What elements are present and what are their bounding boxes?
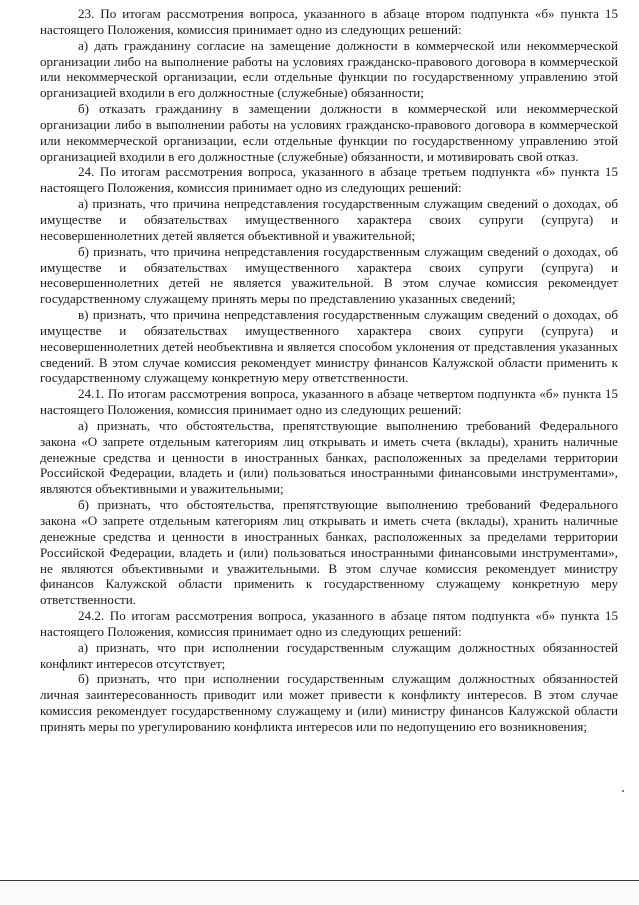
- document-body: [40, 6, 618, 735]
- paragraph-24-2: 24.2. По итогам рассмотрения вопроса, указанного в абзаце пятом подпункта «б» пункта 15 настоящего Положения, комиссия принимает одно из следующих решений:: [40, 608, 618, 639]
- paragraph-24: 24. По итогам рассмотрения вопроса, указанного в абзаце третьем подпункта «б» пункта 15 настоящего Положения, комиссия принимает одно из следующих решений:: [40, 164, 618, 196]
- next-page-margin: [0, 881, 639, 905]
- paragraph-24-1-a: а) признать, что обстоятельства, препятствующие выполнению требований Федерального закона «О запрете отдельным категориям лиц открывать и иметь счета (вклады), хранить наличные денежные средства и ценности в иностранных банках, расположенных за пределами территории Российской Федерации, владеть и (или) пользоваться иностранными финансовыми инструментами», являются объективными и уважительными;: [40, 417, 618, 497]
- paragraph-24-2-a: а) признать, что при исполнении государственным служащим должностных обязанностей конфликт интересов отсутствует;: [40, 639, 618, 671]
- paragraph-23: 23. По итогам рассмотрения вопроса, указанного в абзаце втором подпункта «б» пункта 15 настоящего Положения, комиссия принимает одно из следующих решений:: [40, 6, 618, 37]
- scan-speck: [622, 790, 624, 792]
- paragraph-24-b: б) признать, что причина непредставления государственным служащим сведений о доходах, об имуществе и обязательствах имущественного характера своих супруги (супруга) и несовершеннолетних детей не является уважительной. В этом случае комиссия рекомендует государственному служащему принять меры по представлению указанных сведений;: [40, 243, 618, 307]
- paragraph-23-a: а) дать гражданину согласие на замещение должности в коммерческой или некоммерческой организации либо на выполнение работы на условиях гражданско-правового договора в коммерческой или некоммерческой организации, если отдельные функции по государственному управлению этой организацией входили в его должностные (служебные) обязанности;: [40, 37, 618, 101]
- paragraph-24-v: в) признать, что причина непредставления государственным служащим сведений о доходах, об имуществе и обязательствах имущественного характера своих супруги (супруга) и несовершеннолетних детей необъективна и является способом уклонения от представления указанных сведений. В этом случае комиссия рекомендует министру финансов Калужской области применить к государственному служащему конкретную меру ответственности.: [40, 307, 618, 386]
- paragraph-24-1: 24.1. По итогам рассмотрения вопроса, указанного в абзаце четвертом подпункта «б» пункта 15 настоящего Положения, комиссия принимает одно из следующих решений:: [40, 386, 618, 418]
- paragraph-23-b: б) отказать гражданину в замещении должности в коммерческой или некоммерческой организации либо в выполнении работы на условиях гражданско-правового договора в коммерческой или некоммерческой организации, если отдельные функции по государственному управлению этой организацией входили в его должностные (служебные) обязанности, и мотивировать свой отказ.: [40, 101, 618, 164]
- paragraph-24-a: а) признать, что причина непредставления государственным служащим сведений о доходах, об имуществе и обязательствах имущественного характера своих супруги (супруга) и несовершеннолетних детей является объективной и уважительной;: [40, 196, 618, 243]
- paragraph-24-1-b: б) признать, что обстоятельства, препятствующие выполнению требований Федерального закона «О запрете отдельным категориям лиц открывать и иметь счета (вклады), хранить наличные денежные средства и ценности в иностранных банках, расположенных за пределами территории Российской Федерации, владеть и (или) пользоваться иностранными финансовыми инструментами», не являются объективными и уважительными. В этом случае комиссия рекомендует министру финансов Калужской области применить к государственному служащему конкретную меру ответственности.: [40, 497, 618, 608]
- paragraph-24-2-b: б) признать, что при исполнении государственным служащим должностных обязанностей личная заинтересованность приводит или может привести к конфликту интересов. В этом случае комиссия рекомендует государственному служащему и (или) министру финансов Калужской области принять меры по урегулированию конфликта интересов или по недопущению его возникновения;: [40, 671, 618, 734]
